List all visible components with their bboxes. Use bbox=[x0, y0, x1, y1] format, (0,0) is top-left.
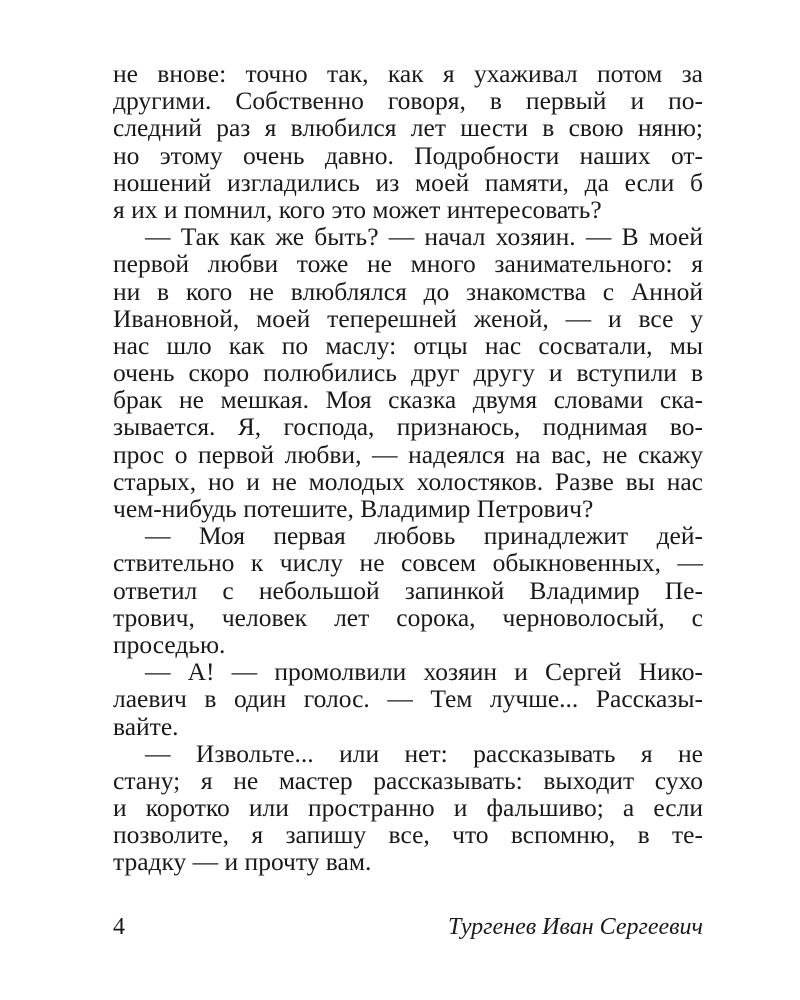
text-line: трович, человек лет сорока, черноволосый, с bbox=[113, 602, 703, 632]
page-number: 4 bbox=[113, 914, 125, 940]
text-line: ни в кого не влюблялся до знакомства с Анной bbox=[113, 276, 703, 306]
text-line: первой любви тоже не много занимательного: я bbox=[113, 249, 703, 279]
text-line: но этому очень давно. Подробности наших от- bbox=[113, 140, 703, 170]
text-line: чем-нибудь потешите, Владимир Петрович? bbox=[113, 494, 594, 523]
text-line: проседью. bbox=[113, 629, 226, 659]
text-line: нас шло как по маслу: отцы нас сосватали, мы bbox=[113, 330, 703, 360]
text-line: — А! — промолвили хозяин и Сергей Нико- bbox=[145, 657, 703, 687]
text-line: лаевич в один голос. — Тем лучше... Рассказы- bbox=[113, 684, 703, 714]
text-line: — Моя первая любовь принадлежит дей- bbox=[145, 521, 703, 551]
text-line: и коротко или пространно и фальшиво; а если bbox=[113, 793, 703, 823]
text-line: вайте. bbox=[113, 711, 179, 741]
text-line: позволите, я запишу все, что вспомню, в те- bbox=[113, 820, 703, 850]
text-line: прос о первой любви, — надеялся на вас, не скажу bbox=[113, 439, 703, 469]
text-line: старых, но и не молодых холостяков. Разве вы нас bbox=[113, 466, 703, 496]
running-title: Тургенев Иван Сергеевич bbox=[448, 914, 703, 940]
text-line: очень скоро полюбились друг другу и вступили в bbox=[113, 358, 703, 388]
page-footer bbox=[113, 910, 703, 944]
text-line: не вновe: точно так, как я ухаживал потом за bbox=[113, 59, 703, 88]
text-line: зывается. Я, господа, признаюсь, поднимая во- bbox=[113, 412, 703, 442]
text-line: — Извольте... или нет: рассказывать я не bbox=[145, 738, 703, 768]
text-line: стану; я не мастер рассказывать: выходит сухо bbox=[113, 765, 703, 795]
page-body bbox=[113, 60, 703, 876]
text-line: я их и помнил, кого это может интересовать? bbox=[113, 194, 602, 224]
text-line: ответил с небольшой запинкой Владимир Пе- bbox=[113, 575, 703, 605]
text-line: Ивановной, моей теперешней женой, — и все у bbox=[113, 303, 703, 333]
text-line: другими. Собственно говоря, в первый и по- bbox=[113, 86, 703, 116]
text-line: следний раз я влюбился лет шести в свою няню; bbox=[113, 113, 703, 143]
text-line: — Так как же быть? — начал хозяин. — В моей bbox=[145, 222, 703, 252]
text-line: традку — и прочту вам. bbox=[113, 847, 372, 877]
text-line: ношений изгладились из моей памяти, да если б bbox=[113, 167, 703, 197]
text-line: брак не мешкая. Моя сказка двумя словами ска- bbox=[113, 385, 703, 415]
text-line: ствительно к числу не совсем обыкновенных, — bbox=[113, 548, 703, 578]
